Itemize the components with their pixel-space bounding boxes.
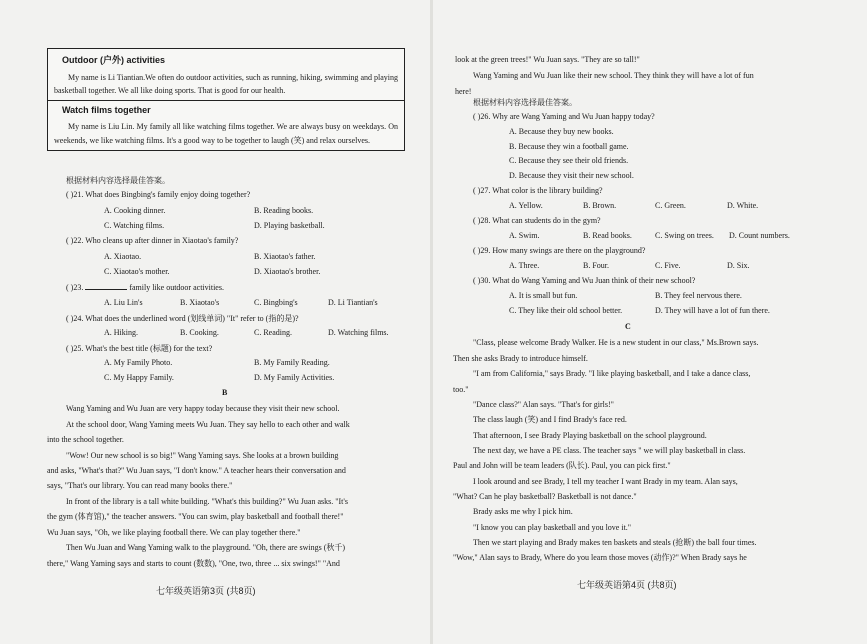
question-stem: family like outdoor activities. [129,283,224,292]
passage-b-line: Wang Yaming and Wu Juan are very happy today because they visit their new school. [66,404,340,413]
option: A. Because they buy new books. [509,127,614,136]
passage-c-line: The next day, we have a PE class. The teacher says " we will play basketball in class. [473,446,746,455]
passage-b-continued-line: here! [455,87,472,96]
option: D. Li Tiantian's [328,298,378,307]
passage-c-line: The class laugh (笑) and I find Brady's face red. [473,415,627,424]
passage-c-line: "I know you can play basketball and you love it." [473,523,632,532]
passage-b-line: and asks, "What's that?" Wu Juan says, "I don't know." A teacher hears their conversation and [47,466,346,475]
passage-c-line: Paul and John will be team leaders (队长). Paul, you can pick first." [453,461,671,470]
passage-c-line: "What? Can he play basketball? Basketball is not dance." [453,492,637,501]
option: C. Bingbing's [254,298,298,307]
option: D. Count numbers. [729,231,790,240]
question-number: ( )29. [473,246,491,255]
instruction-b: 根据材料内容选择最佳答案。 [473,98,577,107]
passage-b-line: Wu Juan says, "Oh, we like playing football there. We can play together there." [47,528,301,537]
passage-b-continued-line: Wang Yaming and Wu Juan like their new school. They think they will have a lot of fun [473,71,754,80]
option: D. They will have a lot of fun there. [655,306,770,315]
passage-b-line: says, "That's our library. You can read many books there." [47,481,233,490]
passage-c-line: "Class, please welcome Brady Walker. He is a new student in our class," Ms.Brown says. [473,338,759,347]
question-27 [473,186,603,195]
question-stem: What does the underlined word (划线单词) "It" refer to (指的是)? [85,314,299,323]
question-number: ( )24. [66,314,84,323]
option: B. Xiaotao's father. [254,252,316,261]
option: A. Three. [509,261,540,270]
option: D. Xiaotao's brother. [254,267,321,276]
question-stem: Why are Wang Yaming and Wu Juan happy today? [492,112,655,121]
option: B. Because they win a football game. [509,142,629,151]
option: C. My Happy Family. [104,373,174,382]
question-stem: What do Wang Yaming and Wu Juan think of their new school? [492,276,696,285]
passage-b-line: At the school door, Wang Yaming meets Wu Juan. They say hello to each other and walk [66,420,350,429]
outdoor-section [48,49,404,100]
question-stem: What does Bingbing's family enjoy doing together? [85,190,251,199]
option: C. Swing on trees. [655,231,714,240]
question-25 [66,343,212,354]
option: B. Xiaotao's [180,298,220,307]
option: D. My Family Activities. [254,373,335,382]
passage-b-line: Then Wu Juan and Wang Yaming walk to the playground. "Oh, there are swings (秋千) [66,543,346,552]
question-26 [473,112,655,121]
question-number: ( )26. [473,112,491,121]
question-24 [66,313,299,324]
films-section [48,100,404,149]
section-c-heading: C [625,322,631,331]
option: C. Green. [655,201,686,210]
option: C. Because they see their old friends. [509,156,629,165]
outdoor-text: My name is Li Tiantian.We often do outdoor activities, such as running, hiking, swimming and playing basketball together. We all like doing sports. That is good for our health. [54,73,398,96]
question-stem: What can students do in the gym? [492,216,601,225]
passage-c-line: "Wow," Alan says to Brady, Where do you learn those moves (动作)?" When Brady says he [453,553,747,562]
passage-b-continued-line: look at the green trees!" Wu Juan says. "They are so tall!" [455,55,640,64]
question-29 [473,246,645,255]
question-number: ( )21. [66,190,84,199]
question-number: ( )30. [473,276,491,285]
passage-c-line: "I am from California," says Brady. "I like playing basketball, and I take a dance class, [473,369,751,378]
section-b-heading: B [222,388,228,397]
option: A. It is small but fun. [509,291,578,300]
question-number: ( )23. [66,283,84,292]
option: A. Swim. [509,231,540,240]
option: B. Brown. [583,201,617,210]
option: D. Playing basketball. [254,221,325,230]
question-stem: Who cleans up after dinner in Xiaotao's family? [85,236,239,245]
question-21 [66,190,250,199]
option: A. Xiaotao. [104,252,142,261]
option: B. Cooking. [180,328,219,337]
option: A. Yellow. [509,201,543,210]
reading-a-box [47,48,405,151]
passage-c-line: Then she asks Brady to introduce himself. [453,354,588,363]
option: C. Five. [655,261,681,270]
question-stem: What's the best title (标题) for the text? [85,344,213,353]
option: C. Xiaotao's mother. [104,267,170,276]
passage-c-line: I look around and see Brady, I tell my teacher I want Brady in my team. Alan says, [473,477,738,486]
passage-b-line: the gym (体育馆)," the teacher answers. "You can swim, play basketball and football there!" [47,512,344,521]
option: D. White. [727,201,759,210]
passage-c-line: That afternoon, I see Brady Playing basketball on the school playground. [473,431,707,440]
films-text: My name is Liu Lin. My family all like watching films together. We are always busy on weekdays. On weekends, we like watching films. It's a good way to be together to laugh (笑) and relax ourselves. [54,122,398,145]
question-23 [66,282,224,292]
question-number: ( )28. [473,216,491,225]
question-number: ( )25. [66,344,84,353]
option: D. Watching films. [328,328,389,337]
option: C. Watching films. [104,221,165,230]
outdoor-title: Outdoor (户外) activities [62,55,166,65]
passage-c-line: Brady asks me why I pick him. [473,507,573,516]
option: A. My Family Photo. [104,358,173,367]
passage-b-line: "Wow! Our new school is so big!" Wang Yaming says. She looks at a brown building [66,451,339,460]
option: D. Because they visit their new school. [509,171,634,180]
films-title: Watch films together [62,105,151,116]
passage-c-line: Then we start playing and Brady makes ten baskets and steals (抢断) the ball four times. [473,538,757,547]
instruction-a: 根据材料内容选择最佳答案。 [66,176,170,185]
passage-b-line: into the school together. [47,435,124,444]
option: A. Liu Lin's [104,298,143,307]
option: C. Reading. [254,328,292,337]
question-stem: How many swings are there on the playground? [492,246,646,255]
passage-b-line: there," Wang Yaming says and starts to count (数数), "One, two, three ... six swings!" "And [47,559,340,568]
question-stem: What color is the library building? [492,186,603,195]
question-number: ( )27. [473,186,491,195]
option: B. My Family Reading. [254,358,330,367]
option: C. They like their old school better. [509,306,623,315]
answer-blank [85,282,127,290]
question-28 [473,216,601,225]
right-page [433,0,867,644]
option: A. Hiking. [104,328,138,337]
question-22 [66,236,238,245]
page-footer-right: 七年级英语第4页 (共8页) [577,580,677,590]
option: B. Reading books. [254,206,314,215]
option: B. Read books. [583,231,632,240]
passage-c-line: "Dance class?" Alan says. "That's for girls!" [473,400,614,409]
passage-c-line: too." [453,385,469,394]
question-30 [473,276,695,285]
option: D. Six. [727,261,750,270]
passage-b-line: In front of the library is a tall white building. "What's this building?" Wu Juan asks. "It's [66,497,348,506]
option: B. They feel nervous there. [655,291,742,300]
question-number: ( )22. [66,236,84,245]
left-page [0,0,430,644]
option: B. Four. [583,261,610,270]
option: A. Cooking dinner. [104,206,166,215]
page-footer-left: 七年级英语第3页 (共8页) [156,586,256,596]
